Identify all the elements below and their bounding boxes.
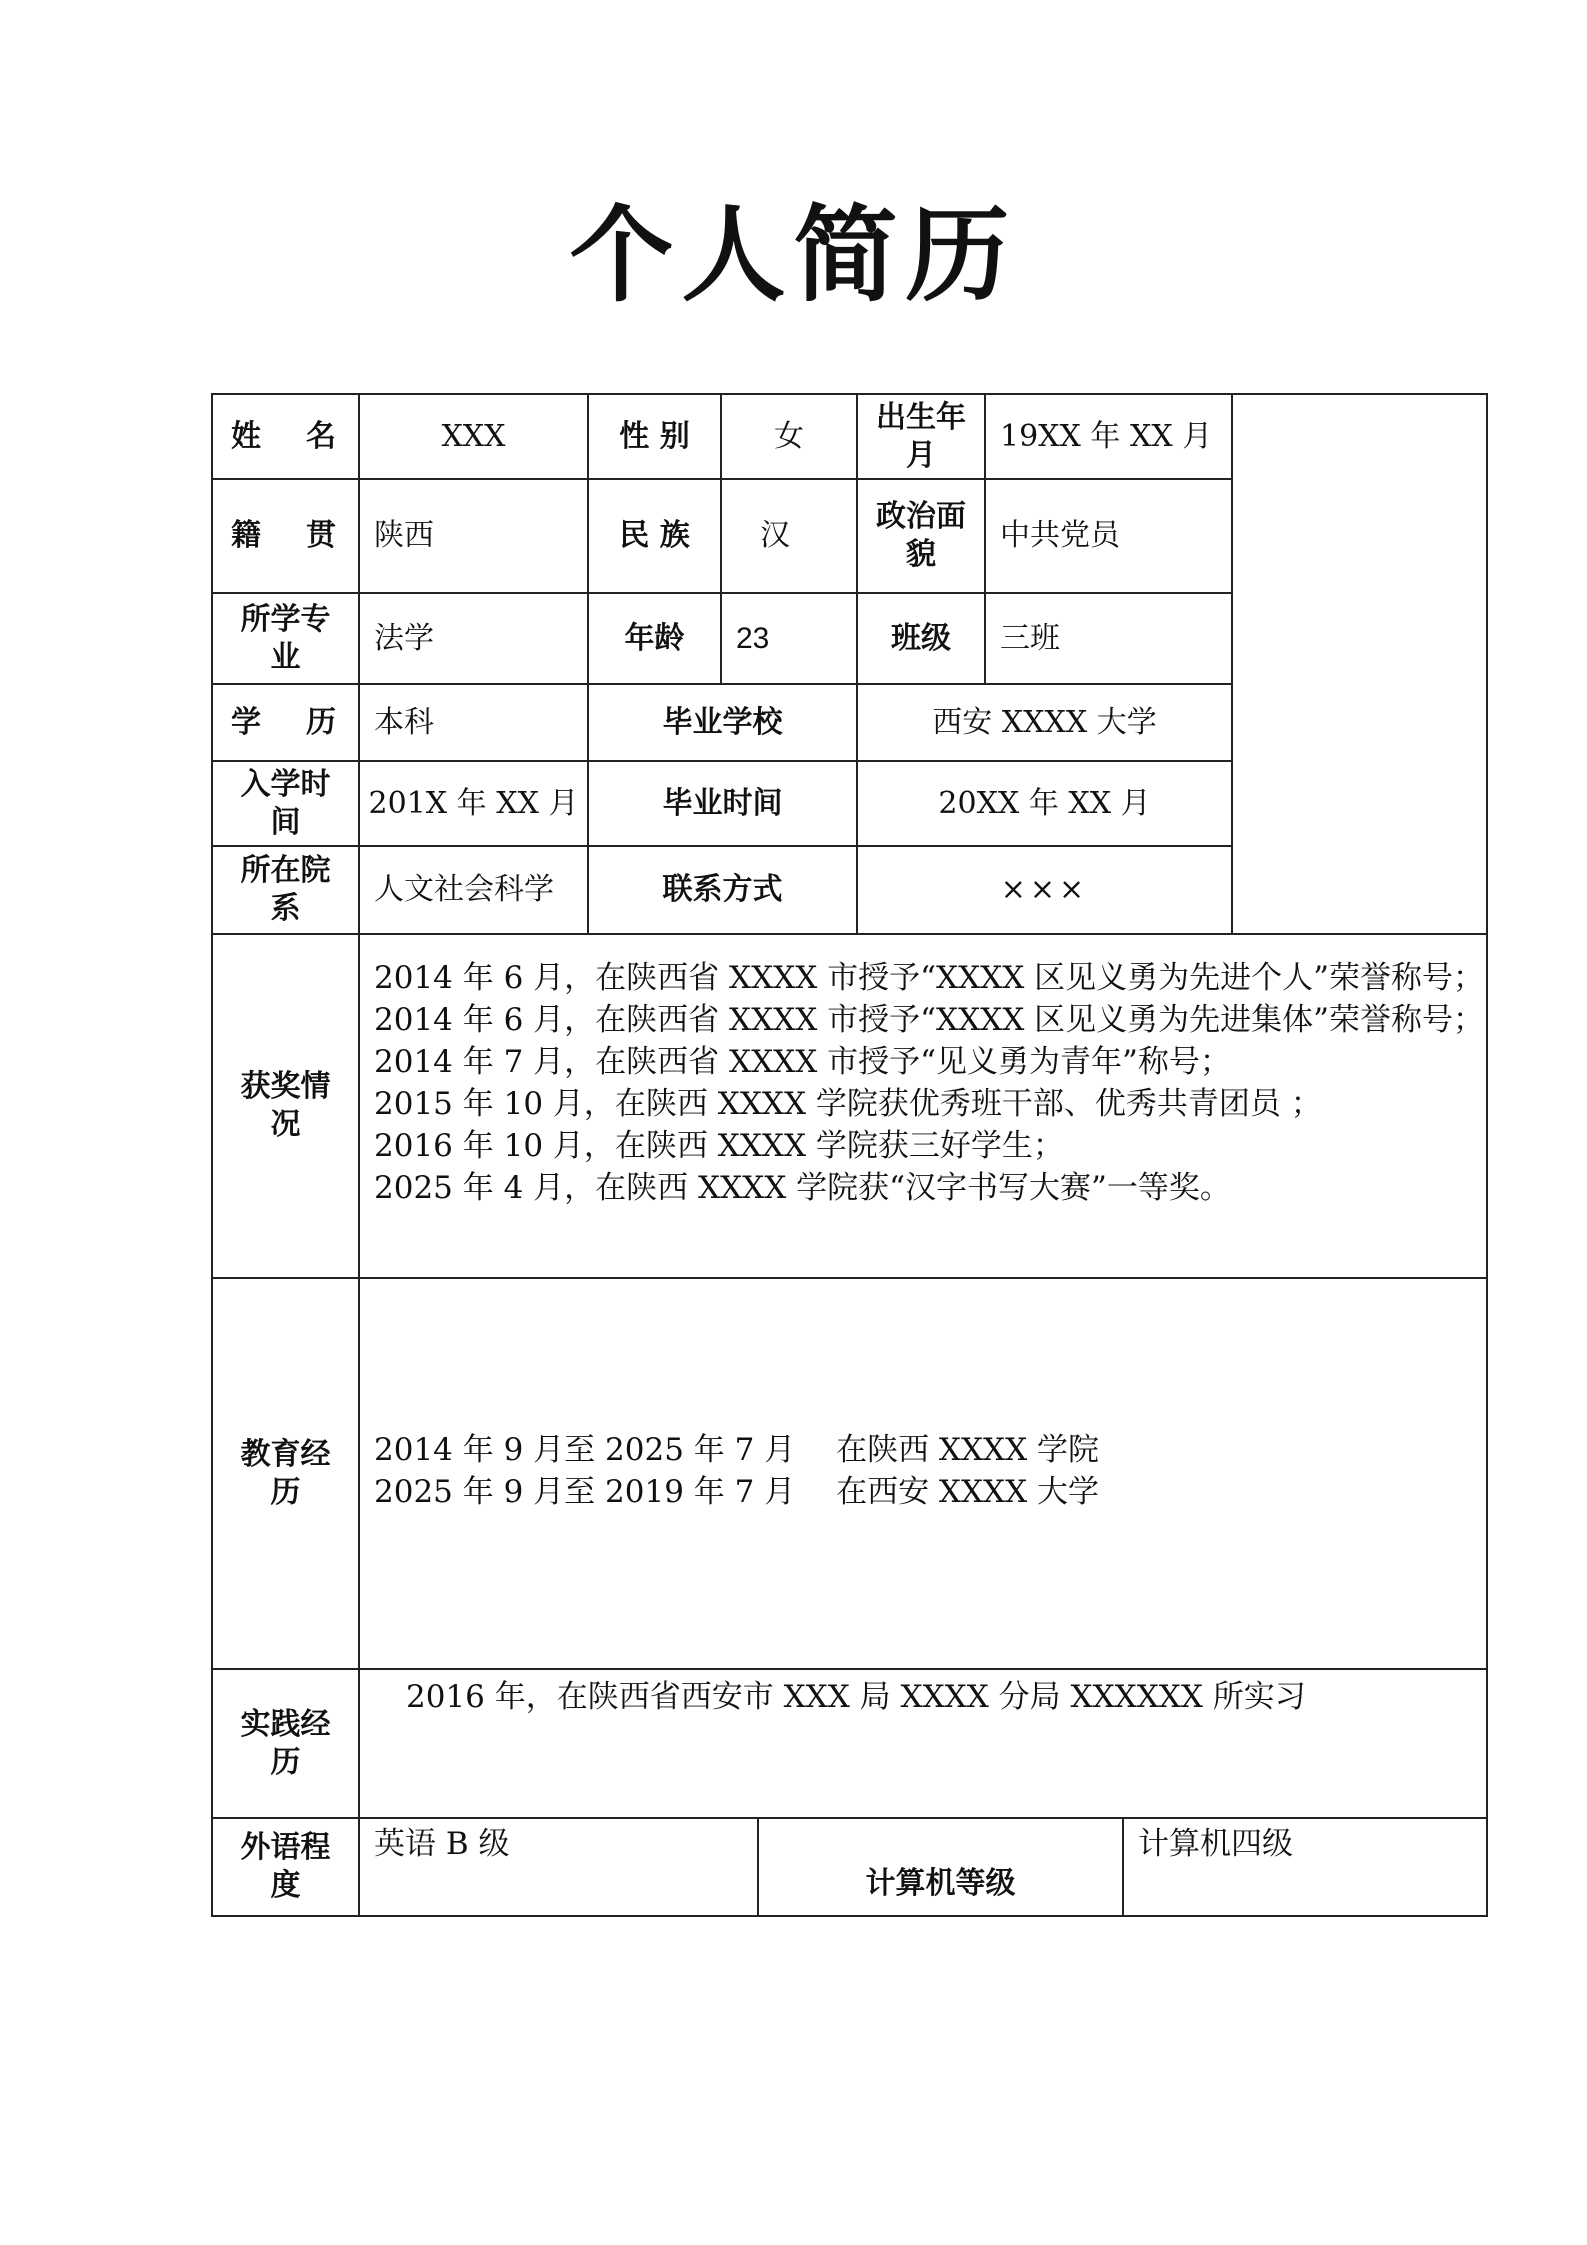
value-enroll: 201X 年 XX 月 xyxy=(368,785,579,821)
value-gender: 女 xyxy=(774,418,804,454)
value-contact: ××× xyxy=(1000,872,1089,907)
value-birth: 19XX 年 XX 月 xyxy=(1000,418,1213,454)
value-department: 人文社会科学 xyxy=(374,872,554,907)
value-ethnicity: 汉 xyxy=(760,518,790,553)
label-native: 籍 贯 xyxy=(231,518,336,553)
list-item: 2025 年 9 月至 2019 年 7 月 在西安 XXXX 大学 xyxy=(374,1473,1100,1510)
practice-content: 2016 年，在陕西省西安市 XXX 局 XXXX 分局 XXXXXX 所实习 xyxy=(406,1679,1306,1715)
label-computer: 计算机等级 xyxy=(865,1866,1016,1901)
label-gender: 性 别 xyxy=(619,418,690,454)
label-department: 所在院系 xyxy=(240,853,331,926)
label-age: 年龄 xyxy=(624,620,685,656)
value-language: 英语 B 级 xyxy=(374,1826,510,1862)
list-item: 2016 年 10 月，在陕西 XXXX 学院获三好学生； xyxy=(374,1128,1064,1164)
label-school: 毕业学校 xyxy=(662,704,783,740)
label-graduate: 毕业时间 xyxy=(662,785,783,821)
label-education-history: 教育经历 xyxy=(240,1436,331,1510)
label-contact: 联系方式 xyxy=(662,872,783,907)
value-graduate: 20XX 年 XX 月 xyxy=(938,785,1151,821)
value-school: 西安 XXXX 大学 xyxy=(932,704,1157,740)
value-native: 陕西 xyxy=(374,518,434,553)
label-class: 班级 xyxy=(891,620,951,656)
label-birth: 出生年月 xyxy=(876,399,966,473)
label-major: 所学专业 xyxy=(240,601,331,675)
list-item: 2014 年 6 月，在陕西省 XXXX 市授予“XXXX 区见义勇为先进个人”荣誉称号； xyxy=(374,960,1484,996)
label-education: 学 历 xyxy=(231,704,336,740)
education-history-list xyxy=(360,1279,1486,1668)
value-age: 23 xyxy=(736,621,770,655)
value-political: 中共党员 xyxy=(1000,518,1120,553)
label-ethnicity: 民 族 xyxy=(619,518,690,553)
list-item: 2014 年 6 月，在陕西省 XXXX 市授予“XXXX 区见义勇为先进集体”荣誉称号； xyxy=(374,1002,1484,1038)
label-name: 姓 名 xyxy=(231,418,336,454)
value-class: 三班 xyxy=(1000,620,1060,656)
list-item: 2014 年 7 月，在陕西省 XXXX 市授予“见义勇为青年”称号； xyxy=(374,1044,1231,1080)
list-item: 2025 年 4 月，在陕西 XXXX 学院获“汉字书写大赛”一等奖。 xyxy=(374,1170,1231,1206)
list-item: 2015 年 10 月，在陕西 XXXX 学院获优秀班干部、优秀共青团员 ； xyxy=(374,1086,1322,1122)
value-name: XXX xyxy=(441,418,506,454)
label-language: 外语程度 xyxy=(240,1830,331,1903)
value-computer: 计算机四级 xyxy=(1138,1826,1293,1862)
value-education: 本科 xyxy=(374,704,434,740)
label-awards: 获奖情况 xyxy=(240,1069,331,1142)
label-practice: 实践经历 xyxy=(240,1706,331,1780)
list-item: 2014 年 9 月至 2025 年 7 月 在陕西 XXXX 学院 xyxy=(374,1431,1100,1468)
awards-list xyxy=(360,935,1486,1277)
label-enroll: 入学时间 xyxy=(240,766,331,840)
page-title: 个人简历 xyxy=(569,193,1018,316)
value-major: 法学 xyxy=(374,620,434,656)
label-political: 政治面貌 xyxy=(876,499,966,572)
